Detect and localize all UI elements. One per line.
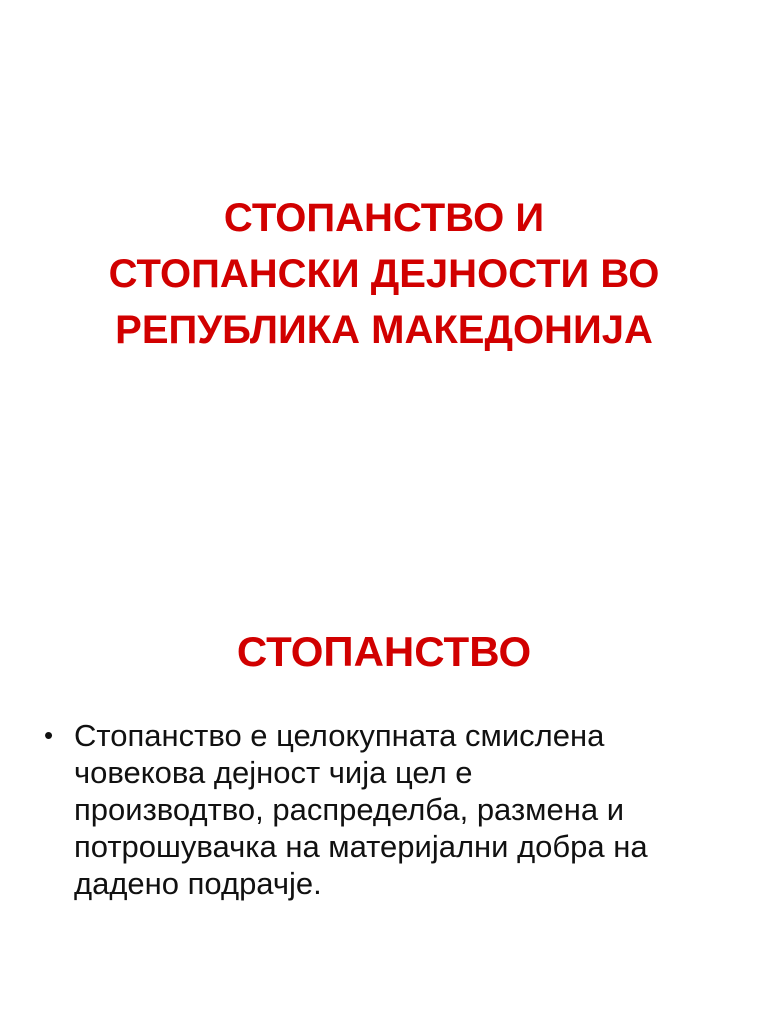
title-line: СТОПАНСТВО И <box>223 196 545 240</box>
bullet-text <box>74 717 728 902</box>
title-line: СТОПАНСКИ ДЕЈНОСТИ ВО <box>108 252 660 296</box>
bullet-line: производтво, распределба, размена и <box>74 792 625 827</box>
bullet-line: дадено подрачје. <box>74 866 322 901</box>
content-slide <box>0 512 768 1024</box>
bullet-line: човекова дејност чија цел е <box>74 755 473 790</box>
slide-title <box>20 190 748 358</box>
bullet-line: потрошувачка на материјални добра на <box>74 829 648 864</box>
bullet-item <box>40 717 728 902</box>
bullet-list <box>40 717 728 902</box>
section-title: СТОПАНСТВО <box>236 628 532 675</box>
bullet-line: Стопанство е целокупната смислена <box>74 718 605 753</box>
bullet-icon: • <box>44 720 54 750</box>
title-line: РЕПУБЛИКА МАКЕДОНИЈА <box>115 308 653 352</box>
